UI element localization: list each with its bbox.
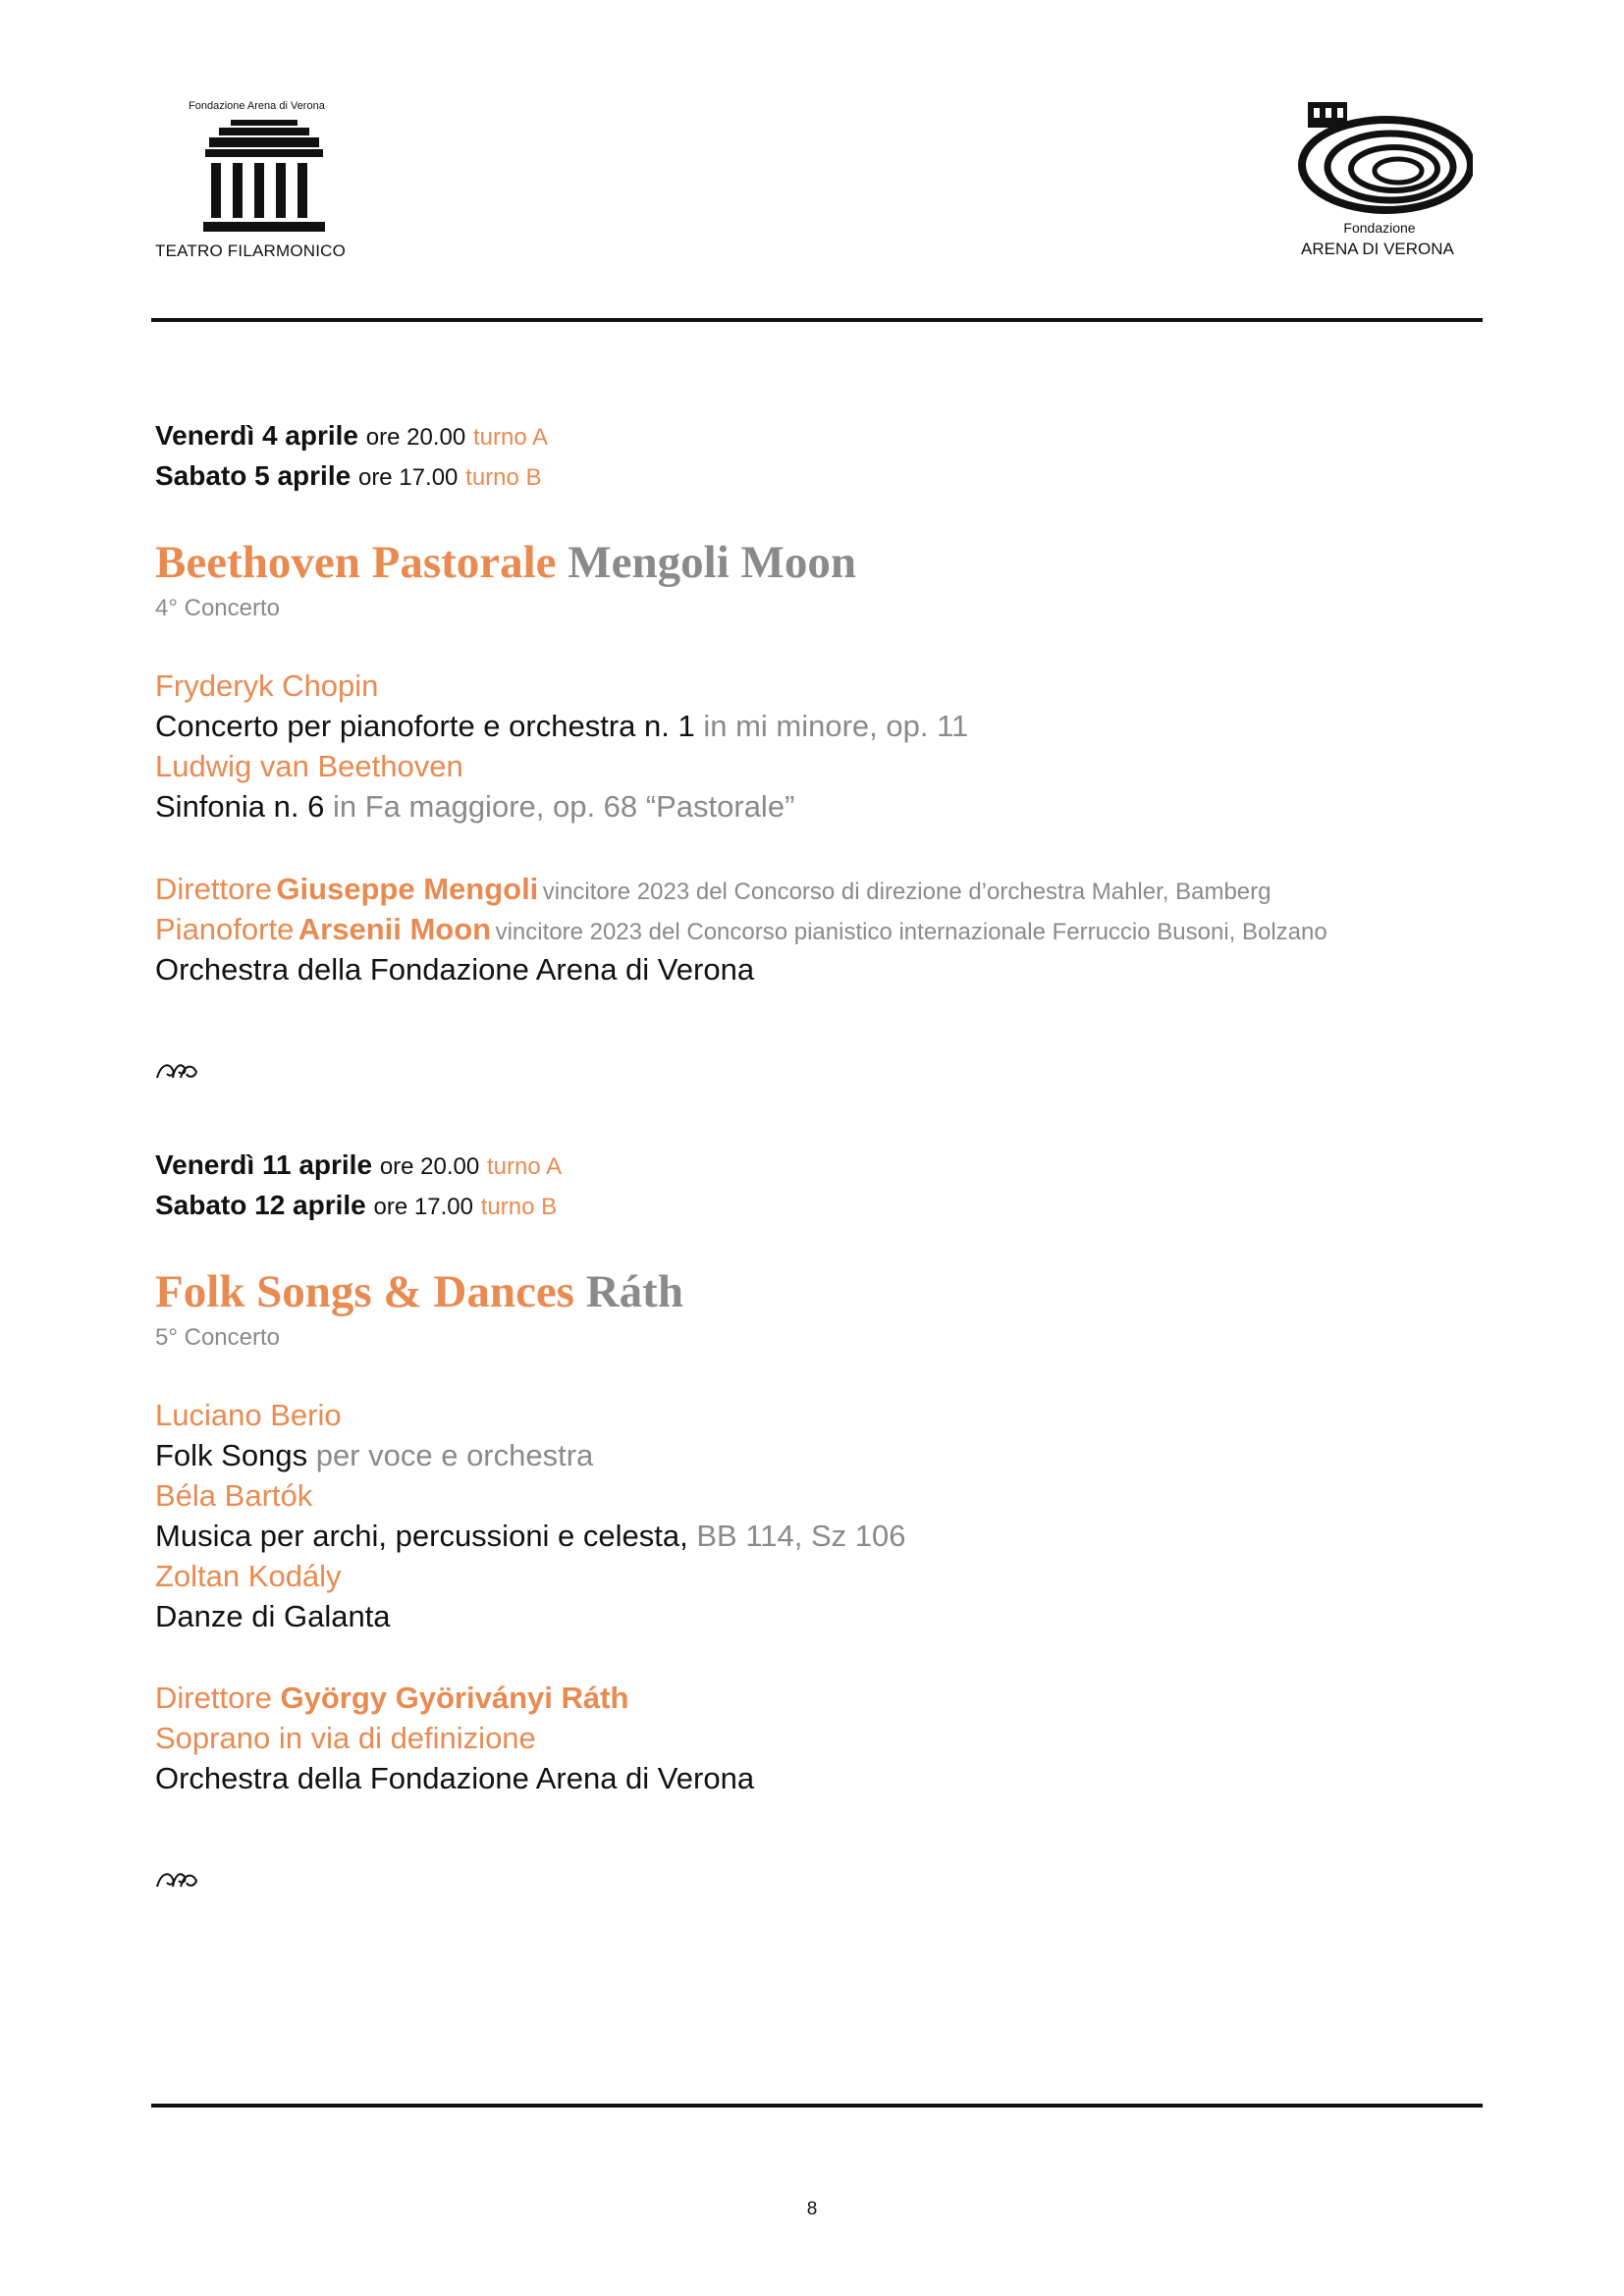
- title-artists: Ráth: [585, 1266, 683, 1317]
- performer-role: Direttore: [155, 872, 272, 906]
- concert5-work-1: [155, 1438, 593, 1473]
- concert4-date2: [155, 460, 542, 492]
- date-day: Sabato 5 aprile: [155, 460, 352, 491]
- work-title: Musica per archi, percussioni e celesta,: [155, 1519, 688, 1553]
- date-time: ore 17.00: [373, 1194, 473, 1220]
- performer-note: vincitore 2023 del Concorso di direzione d’orchestra Mahler, Bamberg: [542, 879, 1272, 905]
- logo-right-name: ARENA DI VERONA: [1301, 240, 1454, 258]
- concert5-date1: [155, 1149, 562, 1181]
- concert4-pianist: [155, 912, 1327, 947]
- logo-left-small-text: Fondazione Arena di Verona: [189, 100, 325, 112]
- performer-note: vincitore 2023 del Concorso pianistico internazionale Ferruccio Busoni, Bolzano: [495, 919, 1327, 945]
- footer-rule: [151, 2104, 1483, 2108]
- title-main: Folk Songs & Dances: [155, 1266, 574, 1317]
- work-title: Folk Songs: [155, 1438, 308, 1472]
- date-time: ore 17.00: [357, 464, 459, 491]
- concert4-title: [155, 536, 856, 589]
- work-detail: BB 114, Sz 106: [696, 1519, 906, 1553]
- work-detail: in mi minore, op. 11: [703, 709, 969, 743]
- date-turn: turno B: [480, 1194, 558, 1220]
- date-turn: turno A: [487, 1153, 563, 1180]
- concert5-composer-1: Luciano Berio: [155, 1398, 342, 1432]
- page-number: 8: [806, 2199, 818, 2219]
- ornament-icon: [155, 1867, 198, 1891]
- logo-left-name: TEATRO FILARMONICO: [155, 241, 347, 260]
- performer-role: Pianoforte: [155, 912, 295, 946]
- arena-ellipse-icon: [1296, 100, 1473, 216]
- concert5-conductor: [155, 1681, 628, 1716]
- date-turn: turno B: [465, 464, 542, 491]
- date-time: ore 20.00: [379, 1153, 480, 1180]
- performer-name: Giuseppe Mengoli: [276, 872, 539, 906]
- date-day: Venerdì 11 aprile: [155, 1149, 373, 1180]
- concert5-number: 5° Concerto: [155, 1324, 280, 1351]
- concert5-title: [155, 1265, 683, 1318]
- performer-role: Direttore: [155, 1681, 272, 1715]
- arena-di-verona-logo: [1286, 96, 1492, 268]
- concert4-date1: [155, 420, 548, 452]
- concert4-work-1: [155, 709, 968, 744]
- concert5-composer-3: Zoltan Kodály: [155, 1559, 342, 1593]
- concert5-work-2: [155, 1519, 906, 1554]
- date-time: ore 20.00: [365, 424, 466, 451]
- concert4-composer-1: Fryderyk Chopin: [155, 668, 379, 703]
- concert4-orchestra: Orchestra della Fondazione Arena di Verona: [155, 952, 755, 987]
- concert4-work-2: [155, 789, 794, 825]
- concert4-number: 4° Concerto: [155, 595, 280, 621]
- header-rule: [151, 318, 1483, 322]
- concert4-conductor: [155, 872, 1271, 907]
- work-title: Sinfonia n. 6: [155, 789, 325, 824]
- logo-right-small-text: Fondazione: [1343, 220, 1416, 236]
- title-artists: Mengoli Moon: [568, 537, 857, 588]
- concert4-composer-2: Ludwig van Beethoven: [155, 749, 463, 783]
- theatre-building-icon: [201, 120, 327, 236]
- work-detail: in Fa maggiore, op. 68 “Pastorale”: [332, 789, 795, 824]
- work-title: Concerto per pianoforte e orchestra n. 1: [155, 709, 695, 743]
- performer-name: Arsenii Moon: [298, 912, 492, 946]
- concert5-orchestra: Orchestra della Fondazione Arena di Verona: [155, 1761, 755, 1795]
- performer-note: in via di definizione: [278, 1721, 536, 1755]
- date-day: Venerdì 4 aprile: [155, 420, 358, 451]
- concert5-date2: [155, 1190, 557, 1221]
- performer-name: György Györiványi Ráth: [280, 1681, 629, 1715]
- teatro-filarmonico-logo: [147, 96, 383, 268]
- title-main: Beethoven Pastorale: [155, 537, 557, 588]
- concert5-soprano: [155, 1721, 536, 1756]
- work-detail: per voce e orchestra: [315, 1438, 594, 1472]
- performer-role: Soprano: [155, 1721, 271, 1755]
- concert5-composer-2: Béla Bartók: [155, 1478, 313, 1513]
- ornament-icon: [155, 1058, 198, 1082]
- date-turn: turno A: [472, 424, 549, 451]
- date-day: Sabato 12 aprile: [155, 1190, 366, 1220]
- concert5-work-3: Danze di Galanta: [155, 1599, 391, 1633]
